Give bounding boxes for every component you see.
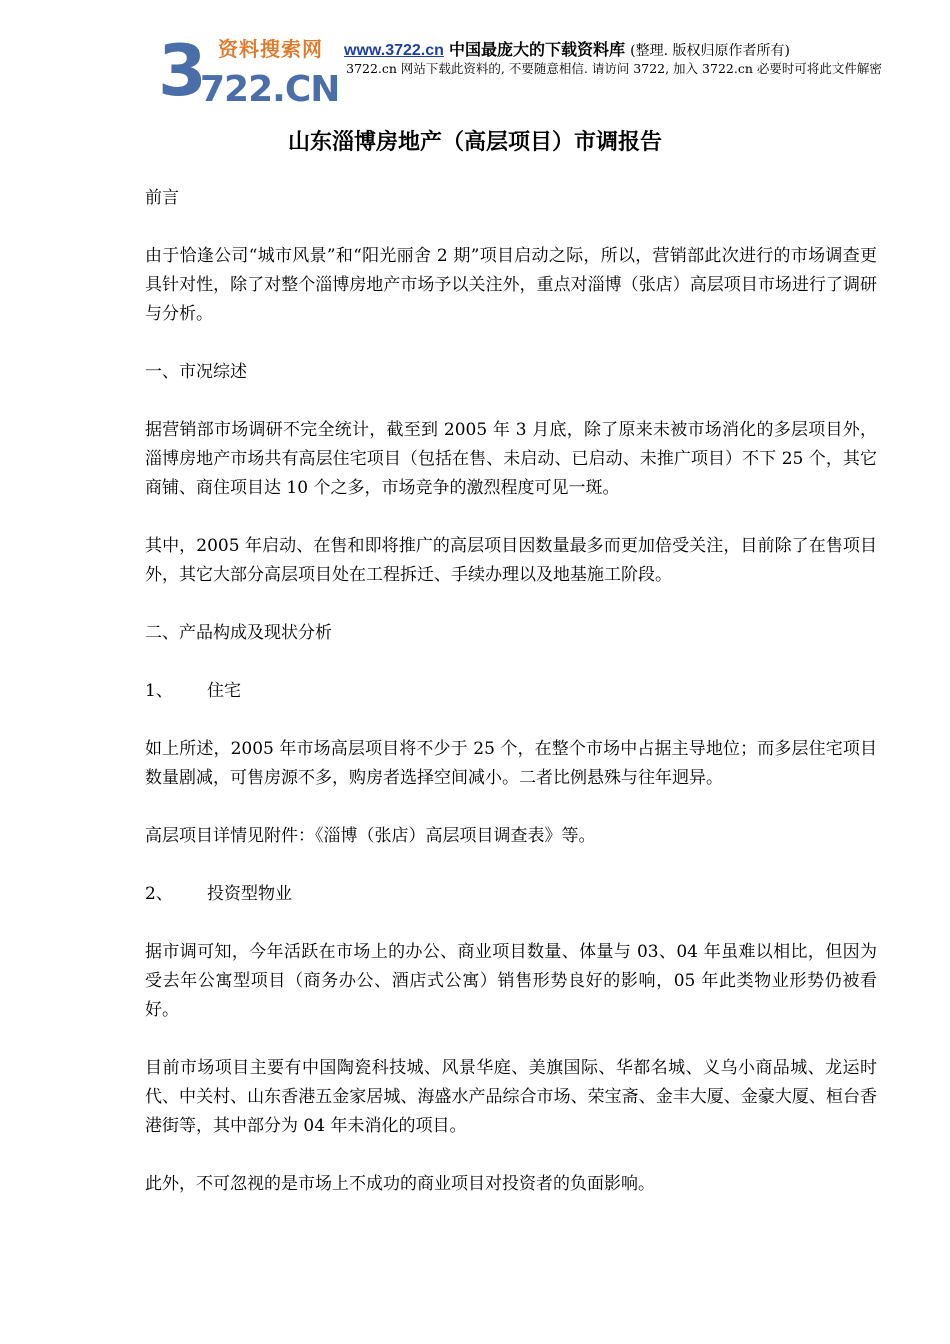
section1-paragraph-1: 据营销部市场调研不完全统计，截至到 2005 年 3 月底，除了原来未被市场消化的多层项目外，淄博房地产市场共有高层住宅项目（包括在售、未启动、已启动、未推广项目）不下 25 个，其它商铺、商住项目达 10 个之多，市场竞争的激烈程度可见一斑。 [145, 420, 877, 498]
preface-paragraph: 由于恰逢公司“城市风景”和“阳光丽舍 2 期”项目启动之际，所以，营销部此次进行的市场调查更具针对性，除了对整个淄博房地产市场予以关注外，重点对淄博（张店）高层项目市场进行了调研与分析。 [145, 246, 877, 324]
logo-digit: 3 [158, 30, 205, 112]
disclaimer: 3722.cn 网站下载此资料的, 不要随意相信. 请访问 3722, 加入 3722.cn 必要时可将此文件解密 [346, 61, 882, 76]
subsection1-number: 1、 [145, 681, 173, 701]
logo-slogan: 资料搜索网 [218, 37, 323, 61]
document-body [145, 184, 877, 1228]
subsection2-number: 2、 [145, 884, 173, 904]
site-logo [158, 30, 348, 112]
subsection2-title: 投资型物业 [207, 884, 292, 904]
document-title: 山东淄博房地产（高层项目）市调报告 [287, 130, 662, 155]
subsection1-title: 住宅 [207, 681, 241, 701]
subsection1-paragraph-1: 如上所述，2005 年市场高层项目将不少于 25 个，在整个市场中占据主导地位；而多层住宅项目数量剧减，可售房源不多，购房者选择空间减小。二者比例悬殊与往年迥异。 [145, 739, 877, 788]
section2-heading: 二、产品构成及现状分析 [145, 623, 332, 643]
subsection1-heading [145, 677, 877, 706]
section1-paragraph-2: 其中，2005 年启动、在售和即将推广的高层项目因数量最多而更加倍受关注，目前除了在售项目外，其它大部分高层项目处在工程拆迁、手续办理以及地基施工阶段。 [145, 536, 877, 585]
subsection1-paragraph-2: 高层项目详情见附件：《淄博（张店）高层项目调查表》等。 [145, 826, 596, 846]
section1-heading: 一、市况综述 [145, 362, 247, 382]
subsection2-paragraph-2: 目前市场项目主要有中国陶瓷科技城、风景华庭、美旗国际、华都名城、义乌小商品城、龙运时代、中关村、山东香港五金家居城、海盛水产品综合市场、荣宝斋、金丰大厦、金豪大厦、桓台香港街等，其中部分为 04 年未消化的项目。 [145, 1058, 877, 1136]
subsection2-paragraph-1: 据市调可知，今年活跃在市场上的办公、商业项目数量、体量与 03、04 年虽难以相比，但因为受去年公寓型项目（商务办公、酒店式公寓）销售形势良好的影响，05 年此类物业形势仍被看好。 [145, 942, 877, 1020]
logo-domain: 722.CN [200, 69, 340, 110]
preface-heading: 前言 [145, 188, 179, 208]
site-tagline: 中国最庞大的下载资料库 [449, 40, 626, 59]
subsection2-paragraph-3: 此外，不可忽视的是市场上不成功的商业项目对投资者的负面影响。 [145, 1174, 655, 1194]
header-line [344, 40, 790, 61]
copyright-note: (整理. 版权归原作者所有) [630, 43, 790, 59]
site-link[interactable]: www.3722.cn [344, 42, 444, 59]
subsection2-heading [145, 880, 877, 909]
